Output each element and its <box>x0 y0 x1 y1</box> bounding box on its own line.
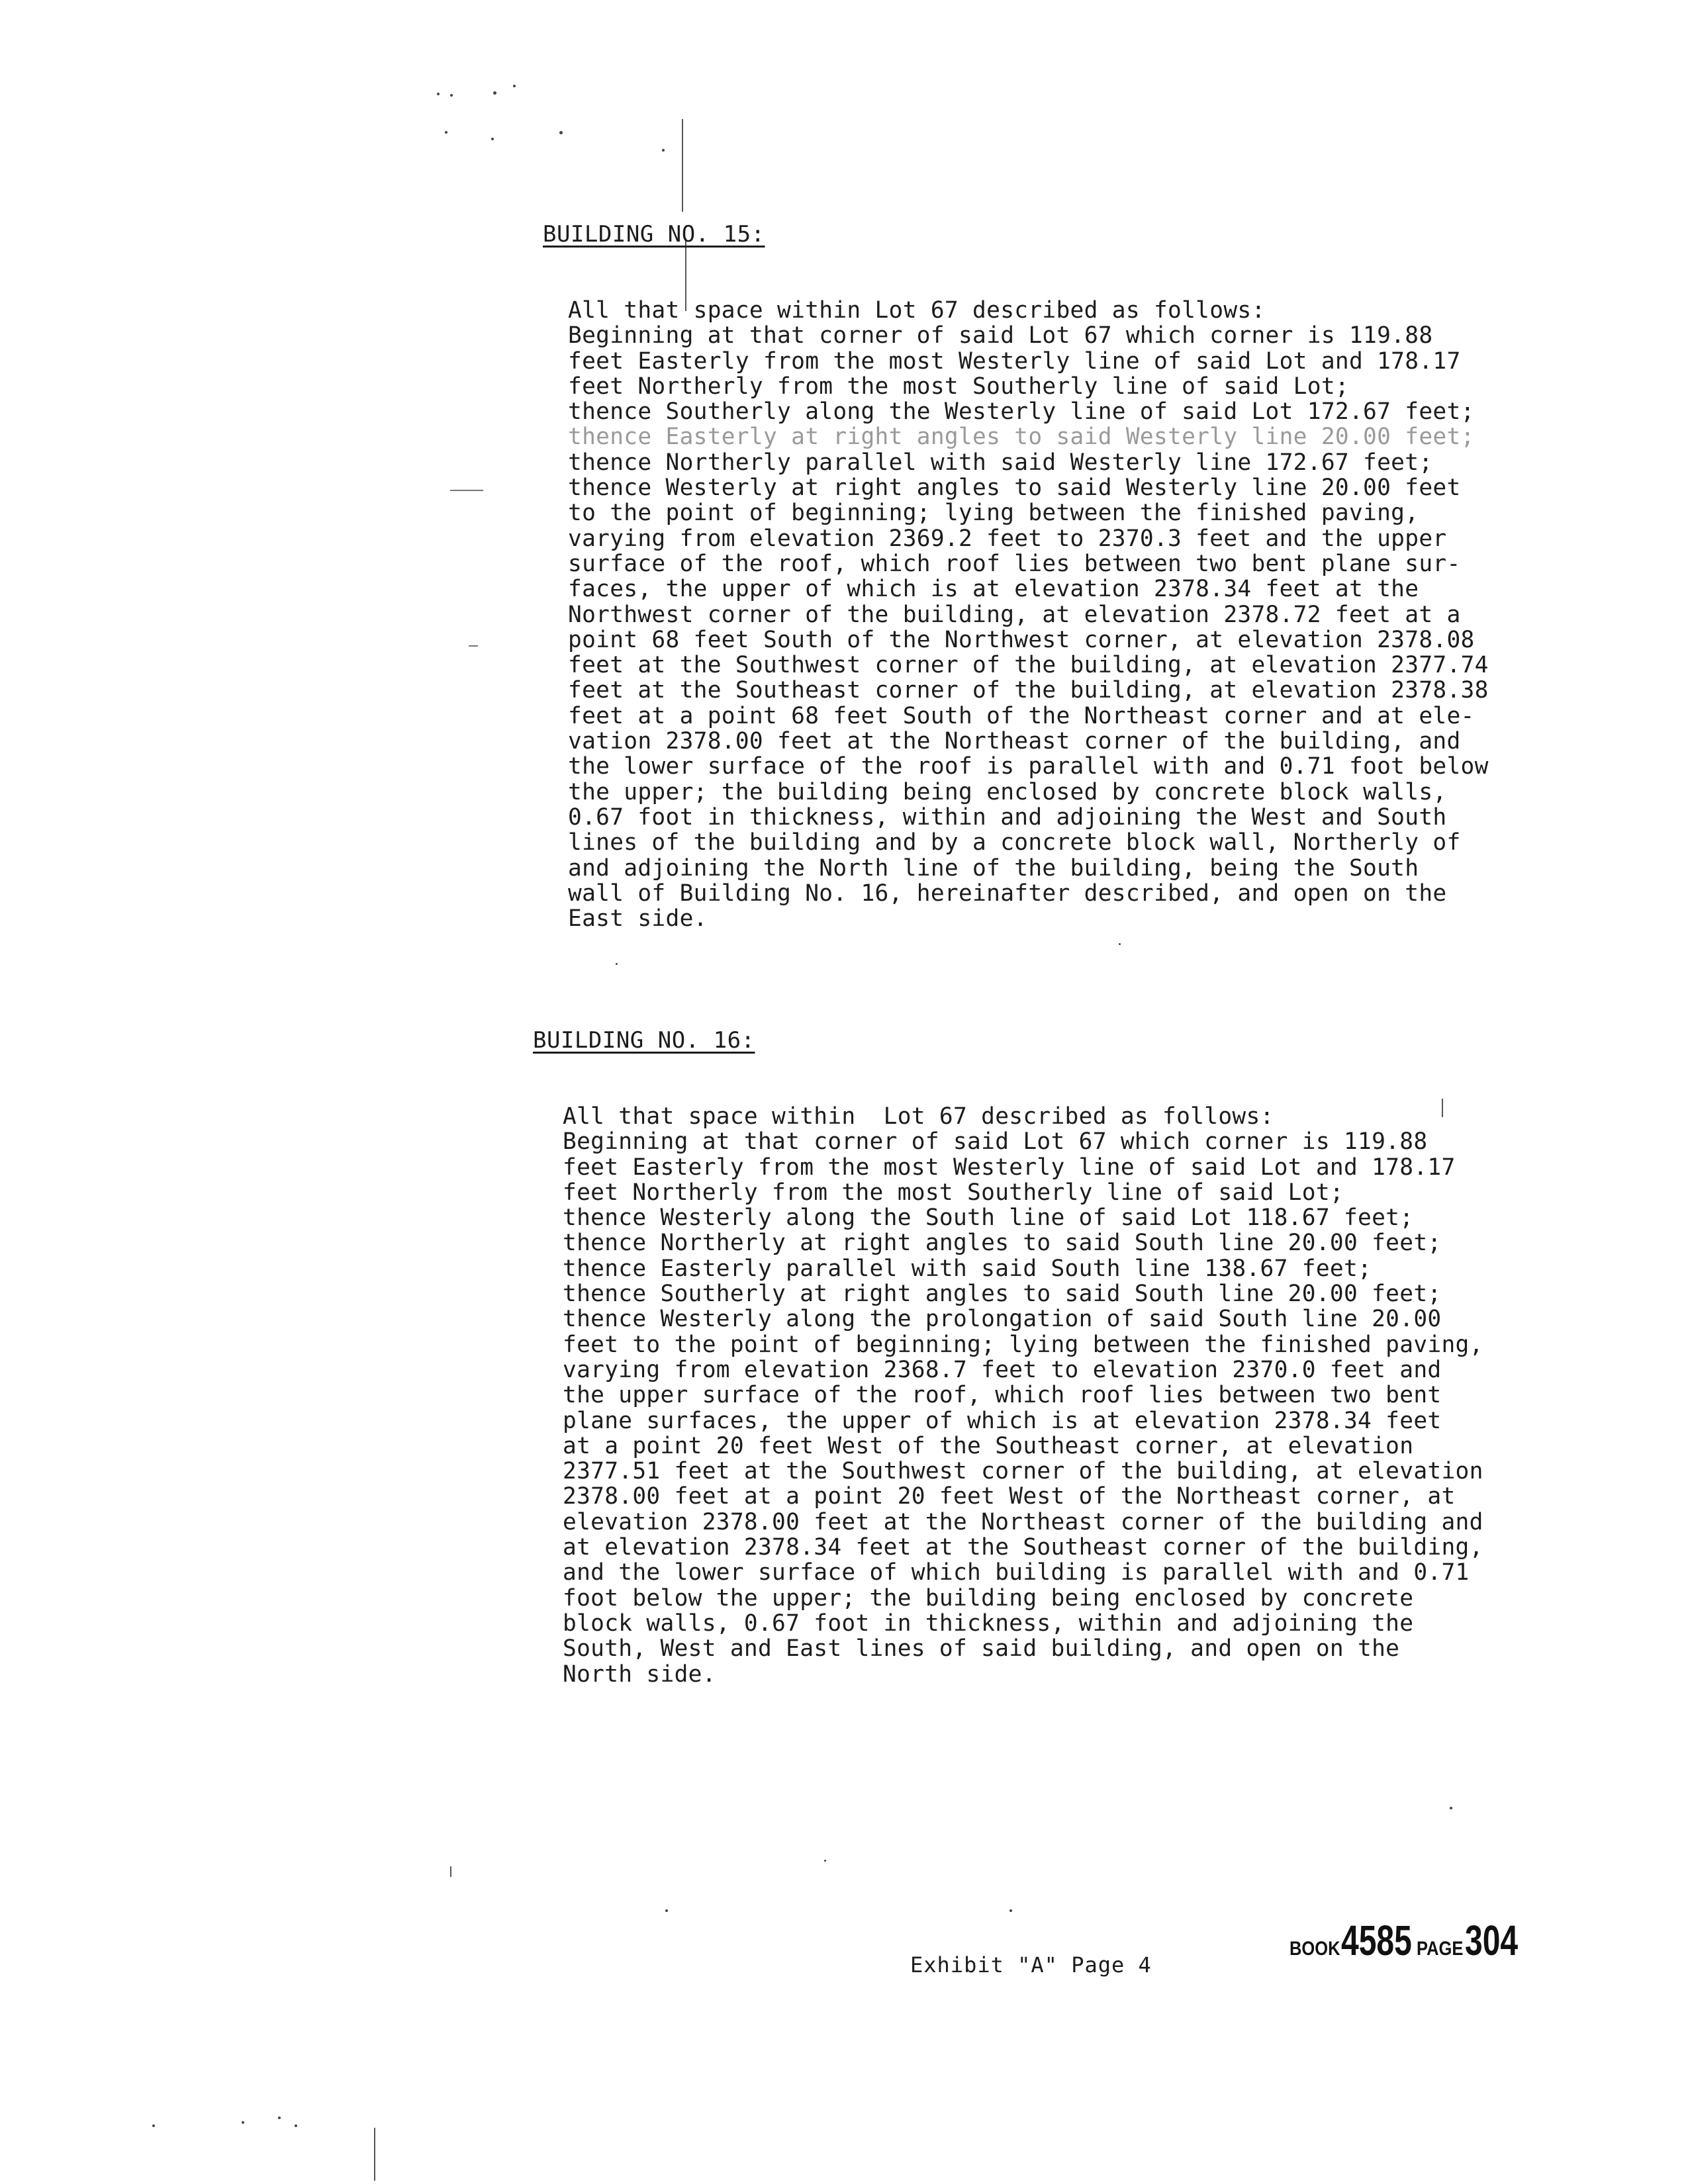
section-body-building-16 <box>563 1104 1483 1687</box>
body-line: Beginning at that corner of said Lot 67 which corner is 119.88 <box>563 1128 1428 1156</box>
body-line: wall of Building No. 16, hereinafter described, and open on the <box>568 880 1447 907</box>
scan-mark <box>450 1866 451 1877</box>
body-line: feet Northerly from the most Southerly line of said Lot; <box>563 1179 1344 1206</box>
body-line: thence Westerly along the prolongation of said South line 20.00 <box>563 1306 1442 1333</box>
scan-speck <box>616 963 618 965</box>
body-line: 2377.51 feet at the Southwest corner of the building, at elevation <box>563 1458 1483 1485</box>
body-line: vation 2378.00 feet at the Northeast corner of the building, and <box>568 728 1461 755</box>
body-line: Northwest corner of the building, at elevation 2378.72 feet at a <box>568 601 1461 628</box>
body-line: thence Easterly parallel with said South line 138.67 feet; <box>563 1255 1372 1282</box>
body-line: varying from elevation 2368.7 feet to elevation 2370.0 feet and <box>563 1356 1442 1383</box>
body-line: thence Southerly at right angles to said South line 20.00 feet; <box>563 1281 1442 1308</box>
scan-speck <box>445 131 447 134</box>
recording-stamp <box>1289 1916 1536 1965</box>
body-line: at a point 20 feet West of the Southeast corner, at elevation <box>563 1432 1414 1459</box>
body-line: and adjoining the North line of the building, being the South <box>568 854 1419 882</box>
scan-speck <box>662 149 665 152</box>
body-line: Beginning at that corner of said Lot 67 which corner is 119.88 <box>568 322 1433 349</box>
body-line: at elevation 2378.34 feet at the Southeast corner of the building, <box>563 1534 1483 1561</box>
scan-speck <box>493 91 496 95</box>
body-line: foot below the upper; the building being enclosed by concrete <box>563 1584 1414 1612</box>
body-line: 0.67 foot in thickness, within and adjoining the West and South <box>568 803 1447 831</box>
body-line: feet at the Southwest corner of the building, at elevation 2377.74 <box>568 652 1489 679</box>
section-body-building-15 <box>568 298 1489 931</box>
book-number: 4585 <box>1341 1917 1412 1964</box>
body-line: feet at the Southeast corner of the building, at elevation 2378.38 <box>568 677 1489 704</box>
body-line: faces, the upper of which is at elevation 2378.34 feet at the <box>568 576 1419 603</box>
body-line: South, West and East lines of said building, and open on the <box>563 1635 1400 1662</box>
body-line: block walls, 0.67 foot in thickness, within and adjoining the <box>563 1610 1414 1637</box>
body-line: thence Northerly at right angles to said South line 20.00 feet; <box>563 1230 1442 1257</box>
body-line: All that space within Lot 67 described as follows: <box>568 297 1266 324</box>
page-number: 304 <box>1465 1917 1519 1964</box>
scan-speck <box>1119 943 1121 945</box>
scan-speck <box>491 138 494 140</box>
scan-mark <box>682 119 683 212</box>
body-line: thence Westerly along the South line of said Lot 118.67 feet; <box>563 1205 1414 1232</box>
body-line: thence Easterly at right angles to said Westerly line 20.00 feet; <box>568 424 1475 451</box>
scan-mark <box>450 490 483 491</box>
body-line: the upper surface of the roof, which roof lies between two bent <box>563 1382 1442 1409</box>
scan-speck <box>824 1860 826 1862</box>
scan-mark <box>469 645 478 647</box>
scan-speck <box>513 85 516 87</box>
body-line: feet Northerly from the most Southerly line of said Lot; <box>568 373 1349 400</box>
body-line: All that space within Lot 67 described as follows: <box>563 1103 1274 1130</box>
body-line: East side. <box>568 905 708 933</box>
body-line: lines of the building and by a concrete block wall, Northerly of <box>568 829 1461 856</box>
body-line: varying from elevation 2369.2 feet to 2370.3 feet and the upper <box>568 525 1447 552</box>
body-line: feet at a point 68 feet South of the Northeast corner and at ele- <box>568 702 1475 729</box>
body-line: feet Easterly from the most Westerly line of said Lot and 178.17 <box>568 347 1461 375</box>
body-line: elevation 2378.00 feet at the Northeast corner of the building and <box>563 1508 1483 1535</box>
body-line: thence Southerly along the Westerly line of said Lot 172.67 feet; <box>568 398 1475 426</box>
scan-speck <box>295 2124 297 2127</box>
scan-speck <box>559 131 563 134</box>
exhibit-footer: Exhibit "A" Page 4 <box>910 1952 1152 1978</box>
scan-speck <box>1009 1909 1012 1912</box>
scan-speck <box>437 93 440 95</box>
body-line: plane surfaces, the upper of which is at elevation 2378.34 feet <box>563 1407 1442 1434</box>
body-line: and the lower surface of which building is parallel with and 0.71 <box>563 1559 1470 1586</box>
body-line: feet to the point of beginning; lying between the finished paving, <box>563 1331 1483 1358</box>
scan-mark <box>374 2128 375 2181</box>
scan-speck <box>1450 1807 1452 1809</box>
body-line: feet Easterly from the most Westerly line of said Lot and 178.17 <box>563 1154 1456 1181</box>
body-line: thence Northerly parallel with said Westerly line 172.67 feet; <box>568 449 1433 476</box>
scan-speck <box>665 1909 668 1912</box>
body-line: surface of the roof, which roof lies between two bent plane sur- <box>568 550 1461 577</box>
scan-speck <box>450 94 453 97</box>
body-line: 2378.00 feet at a point 20 feet West of the Northeast corner, at <box>563 1483 1456 1510</box>
scan-speck <box>152 2124 155 2127</box>
page-label: PAGE <box>1417 1938 1464 1960</box>
scan-speck <box>278 2116 281 2119</box>
body-line: North side. <box>563 1661 716 1688</box>
body-line: point 68 feet South of the Northwest corner, at elevation 2378.08 <box>568 626 1475 653</box>
body-line: the upper; the building being enclosed by concrete block walls, <box>568 778 1447 805</box>
section-heading-building-15: BUILDING NO. 15: <box>543 221 765 248</box>
section-heading-building-16: BUILDING NO. 16: <box>533 1027 755 1054</box>
body-line: thence Westerly at right angles to said Westerly line 20.00 feet <box>568 475 1461 502</box>
body-line: to the point of beginning; lying between the finished paving, <box>568 500 1419 527</box>
book-label: BOOK <box>1289 1938 1340 1960</box>
scan-speck <box>242 2121 244 2124</box>
body-line: the lower surface of the roof is parallel with and 0.71 foot below <box>568 753 1489 780</box>
